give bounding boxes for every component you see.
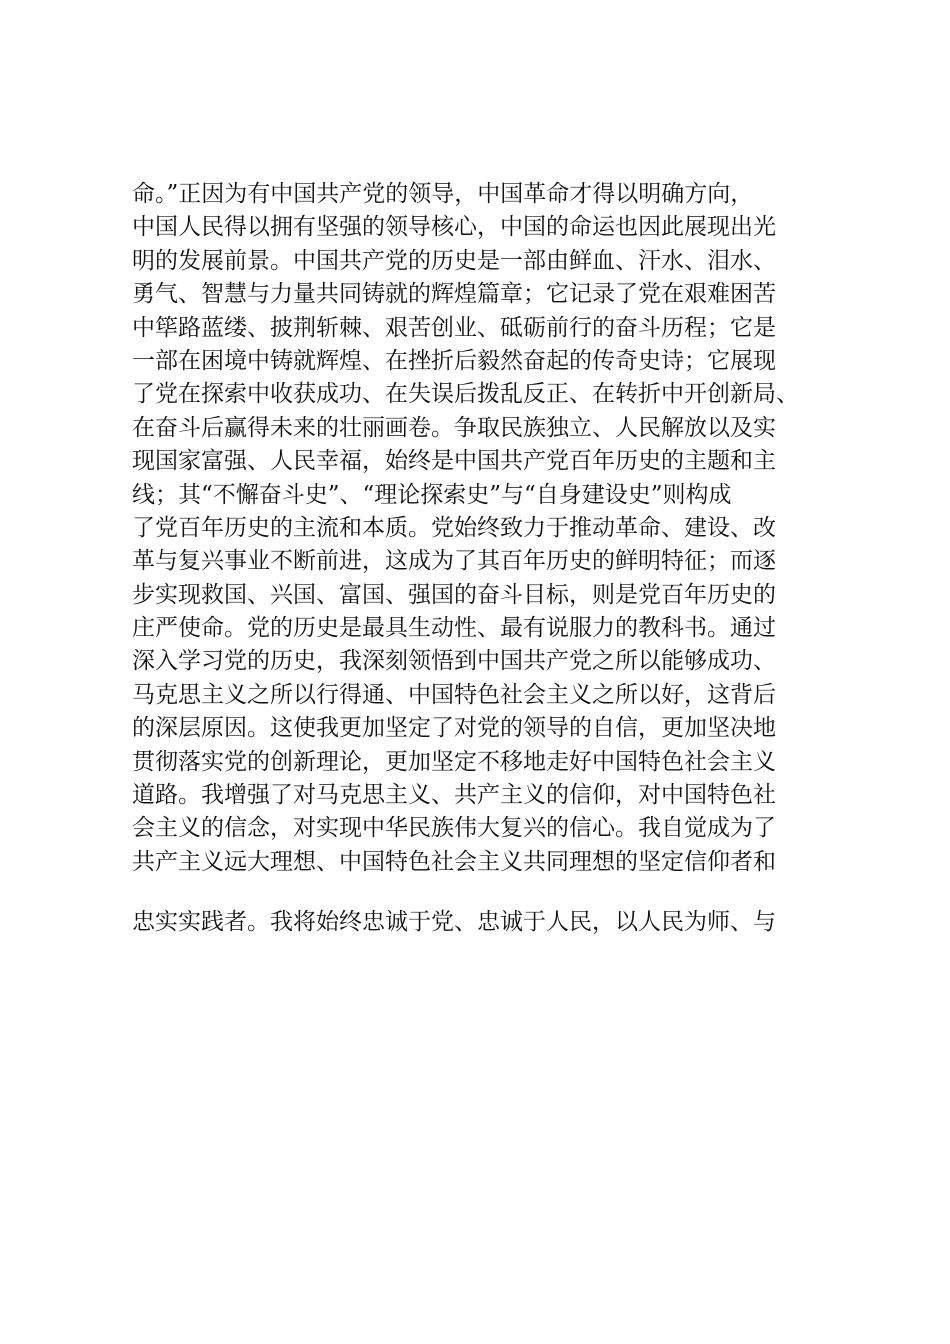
text-line: 深入学习党的历史，我深刻领悟到中国共产党之所以能够成功、 (132, 648, 776, 675)
text-line: 现国家富强、人民幸福，始终是中国共产党百年历史的主题和主 (132, 448, 776, 475)
text-line: 贯彻落实党的创新理论，更加坚定不移地走好中国特色社会主义 (132, 748, 776, 775)
text-line: 共产主义远大理想、中国特色社会主义共同理想的坚定信仰者和 (132, 848, 776, 875)
body-text (132, 178, 832, 940)
text-line: 革与复兴事业不断前进，这成为了其百年历史的鲜明特征；而逐 (132, 548, 776, 575)
text-line: 庄严使命。党的历史是最具生动性、最有说服力的教科书。通过 (132, 615, 776, 642)
text-line: 了党百年历史的主流和本质。党始终致力于推动革命、建设、改 (132, 514, 776, 541)
text-line: 会主义的信念，对实现中华民族伟大复兴的信心。我自觉成为了 (132, 815, 776, 842)
text-line: 线；其“不懈奋斗史”、“理论探索史”与“自身建设史”则构成 (132, 481, 732, 508)
text-line: 马克思主义之所以行得通、中国特色社会主义之所以好，这背后 (132, 681, 776, 708)
text-line: 中筚路蓝缕、披荆斩棘、艰苦创业、砥砺前行的奋斗历程；它是 (132, 314, 776, 341)
text-line: 在奋斗后赢得未来的壮丽画卷。争取民族独立、人民解放以及实 (132, 414, 776, 441)
text-line: 的深层原因。这使我更加坚定了对党的领导的自信，更加坚决地 (132, 715, 776, 742)
text-line: 忠实实践者。我将始终忠诚于党、忠诚于人民，以人民为师、与 (132, 909, 776, 936)
text-line: 中国人民得以拥有坚强的领导核心，中国的命运也因此展现出光 (132, 214, 776, 241)
text-line: 了党在探索中收获成功、在失误后拨乱反正、在转折中开创新局、 (132, 381, 799, 408)
text-line: 一部在困境中铸就辉煌、在挫折后毅然奋起的传奇史诗；它展现 (132, 347, 776, 374)
text-line: 命。”正因为有中国共产党的领导，中国革命才得以明确方向， (132, 181, 754, 207)
text-line: 步实现救国、兴国、富国、强国的奋斗目标，则是党百年历史的 (132, 581, 776, 608)
text-line: 勇气、智慧与力量共同铸就的辉煌篇章；它记录了党在艰难困苦 (132, 281, 776, 308)
text-line: 道路。我增强了对马克思主义、共产主义的信仰，对中国特色社 (132, 782, 776, 809)
text-line: 明的发展前景。中国共产党的历史是一部由鲜血、汗水、泪水、 (132, 247, 776, 274)
